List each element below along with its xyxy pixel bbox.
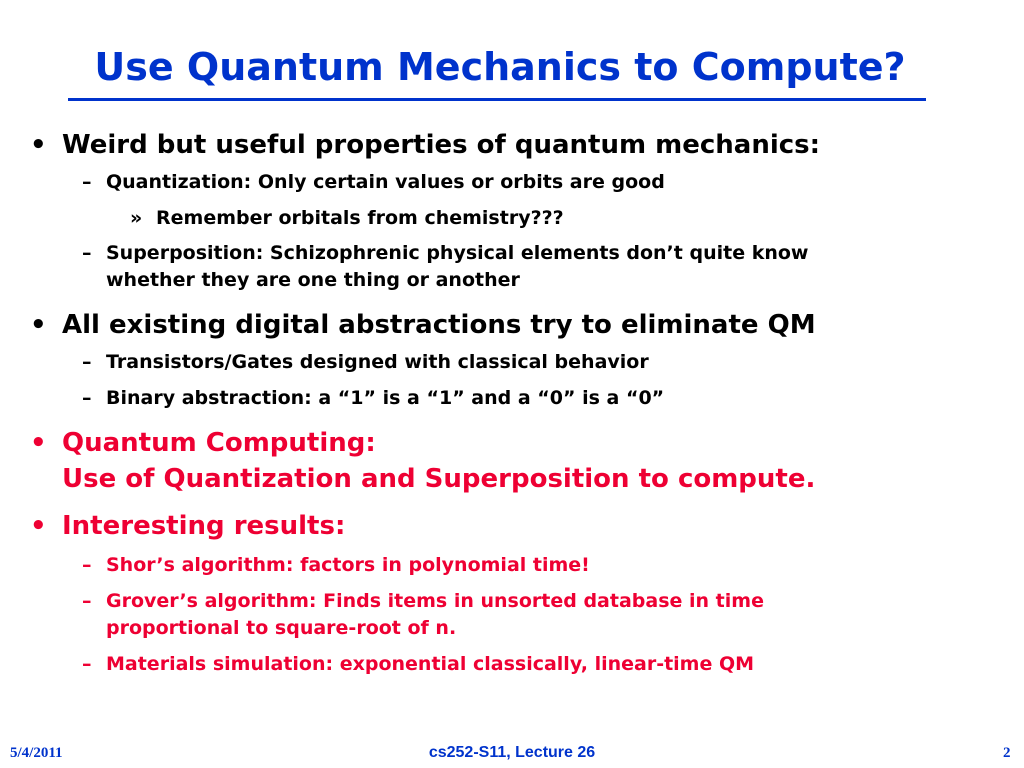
- sub-bullet-grover-line-1: Grover’s algorithm: Finds items in unsorted database in time: [106, 590, 764, 612]
- dash-marker: –: [82, 171, 92, 193]
- bullet-digital-abstractions: All existing digital abstractions try to eliminate QM: [62, 310, 816, 340]
- bullet-marker: •: [30, 428, 47, 458]
- sub-bullet-superposition-line-1: Superposition: Schizophrenic physical elements don’t quite know: [106, 242, 809, 264]
- sub-bullet-binary-abstraction: Binary abstraction: a “1” is a “1” and a “0” is a “0”: [106, 387, 665, 409]
- dash-marker: –: [82, 351, 92, 373]
- bullet-interesting-results: Interesting results:: [62, 511, 346, 541]
- sub-bullet-quantization: Quantization: Only certain values or orbits are good: [106, 171, 665, 193]
- footer-date: 5/4/2011: [10, 745, 63, 761]
- bullet-weird-properties: Weird but useful properties of quantum mechanics:: [62, 130, 821, 160]
- sub-bullet-materials-simulation: Materials simulation: exponential classically, linear-time QM: [106, 653, 755, 675]
- chevron-marker: »: [130, 207, 143, 229]
- bullet-quantum-computing-line-1: Quantum Computing:: [62, 428, 376, 458]
- dash-marker: –: [82, 590, 92, 612]
- slide-title: Use Quantum Mechanics to Compute?: [94, 45, 906, 89]
- footer-page-number: 2: [1003, 745, 1011, 761]
- bullet-marker: •: [30, 511, 47, 541]
- footer-course: cs252-S11, Lecture 26: [428, 744, 596, 761]
- sub-bullet-transistors: Transistors/Gates designed with classical behavior: [106, 351, 649, 373]
- sub-bullet-grover-line-2: proportional to square-root of n.: [106, 617, 457, 639]
- bullet-quantum-computing-line-2: Use of Quantization and Superposition to compute.: [62, 464, 816, 494]
- sub-sub-bullet-orbitals: Remember orbitals from chemistry???: [156, 207, 564, 229]
- sub-bullet-shor: Shor’s algorithm: factors in polynomial time!: [106, 554, 590, 576]
- sub-bullet-superposition-line-2: whether they are one thing or another: [106, 269, 520, 291]
- bullet-marker: •: [30, 310, 47, 340]
- dash-marker: –: [82, 387, 92, 409]
- dash-marker: –: [82, 554, 92, 576]
- bullet-marker: •: [30, 130, 47, 160]
- dash-marker: –: [82, 653, 92, 675]
- dash-marker: –: [82, 242, 92, 264]
